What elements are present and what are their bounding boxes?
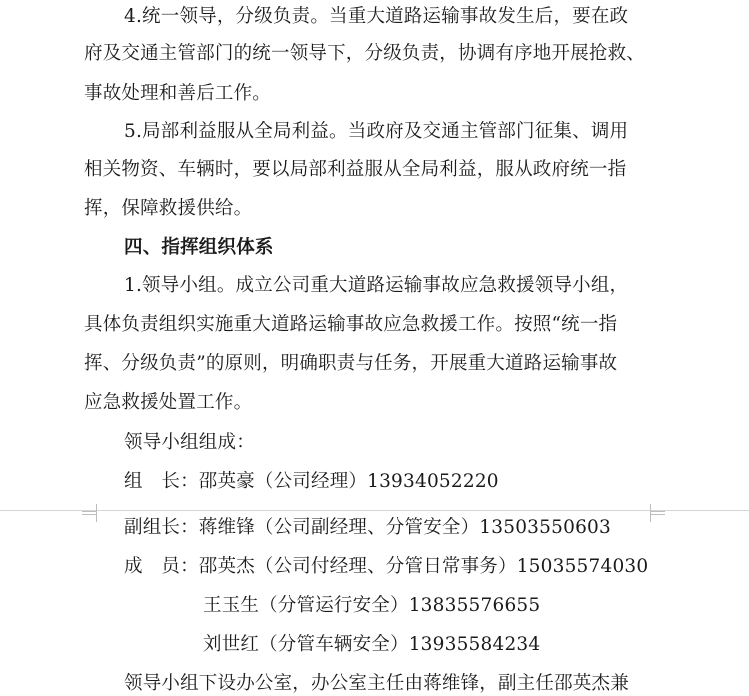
paragraph-line: 领导小组下设办公室，办公室主任由蒋维锋，副主任邵英杰兼 [124,673,629,694]
page-corner-mark [82,511,97,522]
paragraph-line: 5.局部利益服从全局利益。当政府及交通主管部门征集、调用 [124,121,629,142]
paragraph-line: 领导小组组成： [124,432,255,453]
member-line: 成 员：邵英杰（公司付经理、分管日常事务）15035574030 [124,556,649,577]
member-line: 组 长：邵英豪（公司经理）13934052220 [124,471,499,492]
member-line: 副组长：蒋维锋（公司副经理、分管安全）13503550603 [124,517,611,538]
paragraph-line: 具体负责组织实施重大道路运输事故应急救援工作。按照“统一指 [84,314,618,335]
member-line: 王玉生（分管运行安全）13835576655 [203,595,541,616]
paragraph-line: 应急救援处置工作。 [84,392,253,413]
paragraph-line: 事故处理和善后工作。 [84,83,272,104]
page-break-divider [0,510,749,511]
paragraph-line: 府及交通主管部门的统一领导下，分级负责，协调有序地开展抢救、 [84,43,646,64]
page-corner-mark [650,511,665,522]
paragraph-line: 挥，保障救援供给。 [84,198,253,219]
paragraph-line: 4.统一领导，分级负责。当重大道路运输事故发生后，要在政 [124,6,629,27]
member-line: 刘世红（分管车辆安全）13935584234 [203,634,541,655]
paragraph-line: 相关物资、车辆时，要以局部利益服从全局利益，服从政府统一指 [84,159,627,180]
section-heading: 四、指挥组织体系 [124,237,274,258]
paragraph-line: 挥、分级负责”的原则，明确职责与任务，开展重大道路运输事故 [84,353,618,374]
paragraph-line: 1.领导小组。成立公司重大道路运输事故应急救援领导小组， [124,275,629,296]
